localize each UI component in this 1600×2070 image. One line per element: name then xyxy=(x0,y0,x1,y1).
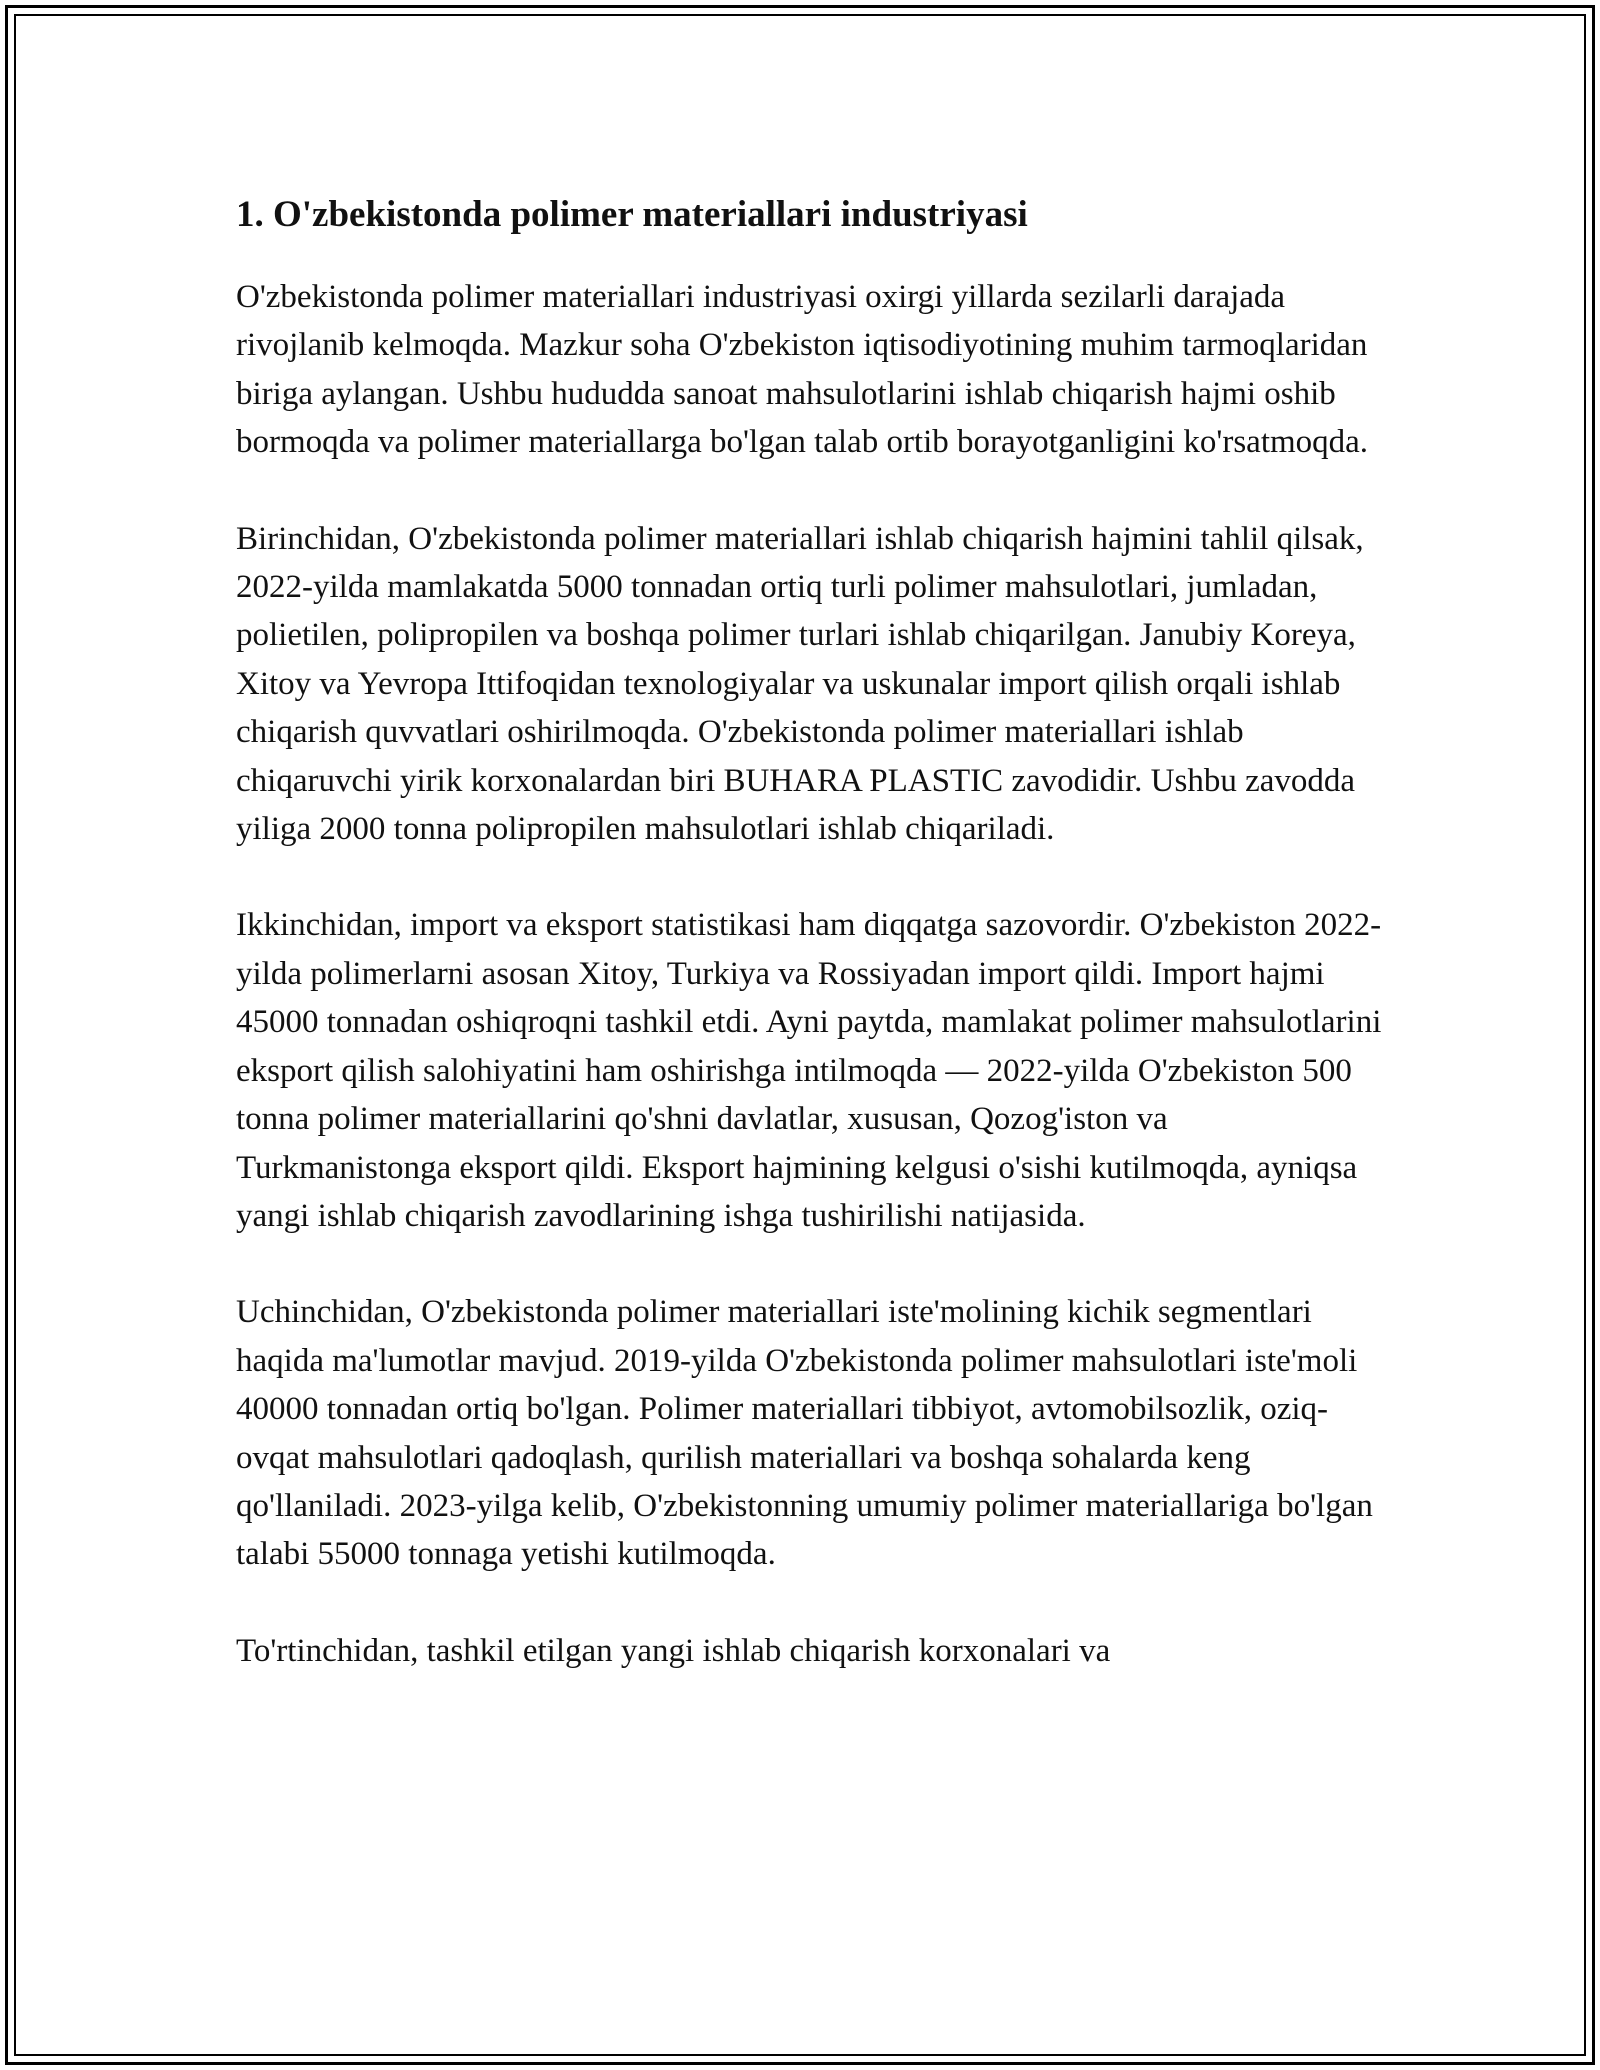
paragraph-consumption: Uchinchidan, O'zbekistonda polimer materiallari iste'molining kichik segmentlari haqida ma'lumotlar mavjud. 2019-yilda O'zbekistonda polimer mahsulotlari iste'moli 40000 tonnadan ortiq bo'lgan. Polimer materiallari tibbiyot, avtomobilsozlik, oziq-ovqat mahsulotlari qadoqlash, qurilish materiallari va boshqa sohalarda keng qo'llaniladi. 2023-yilga kelib, O'zbekistonning umumiy polimer materiallariga bo'lgan talabi 55000 tonnaga yetishi kutilmoqda. xyxy=(236,1294,1373,1573)
paragraph-intro: O'zbekistonda polimer materiallari industriyasi oxirgi yillarda sezilarli darajada rivojlanib kelmoqda. Mazkur soha O'zbekiston iqtisodiyotining muhim tarmoqlaridan biriga aylangan. Ushbu hududda sanoat mahsulotlarini ishlab chiqarish hajmi oshib bormoqda va polimer materiallarga bo'lgan talab ortib borayotganligini ko'rsatmoqda. xyxy=(236,279,1369,461)
section-heading: 1. O'zbekistonda polimer materiallari industriyasi xyxy=(236,194,1028,235)
document-body xyxy=(236,183,1386,1723)
paragraph-import-export: Ikkinchidan, import va eksport statistikasi ham diqqatga sazovordir. O'zbekiston 2022-yilda polimerlarni asosan Xitoy, Turkiya va Rossiyadan import qildi. Import hajmi 45000 tonnadan oshiqroqni tashkil etdi. Ayni paytda, mamlakat polimer mahsulotlarini eksport qilish salohiyatini ham oshirishga intilmoqda — 2022-yilda O'zbekiston 500 tonna polimer materiallarini qo'shni davlatlar, xususan, Qozog'iston va Turkmanistonga eksport qildi. Eksport hajmining kelgusi o'sishi kutilmoqda, ayniqsa yangi ishlab chiqarish zavodlarining ishga tushirilishi natijasida. xyxy=(236,907,1382,1234)
paragraph-production: Birinchidan, O'zbekistonda polimer materiallari ishlab chiqarish hajmini tahlil qilsak, 2022-yilda mamlakatda 5000 tonnadan ortiq turli polimer mahsulotlari, jumladan, polietilen, polipropilen va boshqa polimer turlari ishlab chiqarilgan. Janubiy Koreya, Xitoy va Yevropa Ittifoqidan texnologiyalar va uskunalar import qilish orqali ishlab chiqarish quvvatlari oshirilmoqda. O'zbekistonda polimer materiallari ishlab chiqaruvchi yirik korxonalardan biri BUHARA PLASTIC zavodidir. Ushbu zavodda yiliga 2000 tonna polipropilen mahsulotlari ishlab chiqariladi. xyxy=(236,520,1364,848)
paragraph-new-enterprises: To'rtinchidan, tashkil etilgan yangi ishlab chiqarish korxonalari va xyxy=(236,1632,1111,1669)
